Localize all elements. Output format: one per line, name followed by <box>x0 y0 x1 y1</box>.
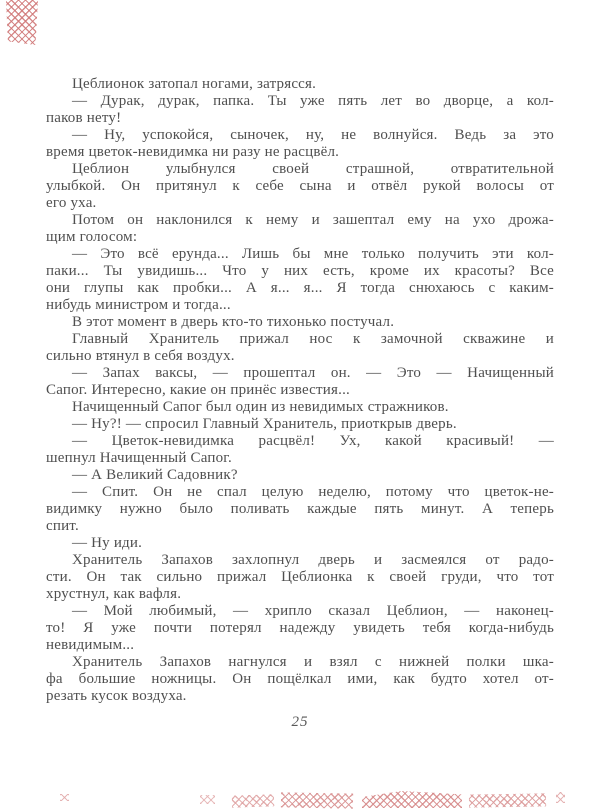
text-line: — Мой любимый, — хрипло сказал Цеблион, — наконец- <box>72 603 554 619</box>
text-line: Цеблионок затопал ногами, затрясся. <box>72 76 317 92</box>
text-line: — Это всё ерунда... Лишь бы мне только получить эти кол- <box>72 246 554 262</box>
text-line: — Спит. Он не спал целую неделю, потому что цветок-не- <box>72 484 554 500</box>
text-line: — Ну, успокойся, сыночек, ну, не волнуйся. Ведь за это <box>72 127 554 143</box>
bottom-edge-pattern-artifact <box>232 794 274 807</box>
bottom-edge-pattern-artifact <box>362 791 462 808</box>
corner-pattern-artifact <box>6 0 38 45</box>
text-line: паки... Ты увидишь... Что у них есть, кроме их красоты? Все <box>46 263 554 279</box>
text-line: фа большие ножницы. Он пощёлкал ими, как будто хотел от- <box>46 671 554 687</box>
text-line: сильно втянул в себя воздух. <box>46 348 235 364</box>
bottom-edge-pattern-artifact <box>281 792 353 808</box>
bottom-edge-pattern-artifact <box>200 795 215 804</box>
text-line: — А Великий Садовник? <box>72 467 238 483</box>
text-line: улыбкой. Он притянул к себе сына и отвёл рукой волосы от <box>46 178 554 194</box>
text-line: Сапог. Интересно, какие он принёс известия... <box>46 382 350 398</box>
text-line: нибудь министром и тогда... <box>46 297 231 313</box>
text-line: они глупы как пробки... А я... я... Я тогда снюхаюсь с каким- <box>46 280 554 296</box>
text-line: шепнул Начищенный Сапог. <box>46 450 232 466</box>
text-line: Хранитель Запахов нагнулся и взял с нижней полки шка- <box>72 654 554 670</box>
text-line: хрустнул, как вафля. <box>46 586 182 602</box>
text-line: паков нету! <box>46 110 122 126</box>
text-line: — Ну иди. <box>72 535 143 551</box>
text-line: Потом он наклонился к нему и зашептал ему на ухо дрожа- <box>72 212 554 228</box>
text-line: спит. <box>46 518 79 534</box>
text-line: его уха. <box>46 195 97 211</box>
text-line: — Ну?! — спросил Главный Хранитель, приоткрыв дверь. <box>72 416 457 432</box>
text-line: В этот момент в дверь кто-то тихонько постучал. <box>72 314 395 330</box>
text-line: — Дурак, дурак, папка. Ты уже пять лет во дворце, а кол- <box>72 93 554 109</box>
text-line: резать кусок воздуха. <box>46 688 187 704</box>
text-line: Цеблион улыбнулся своей страшной, отвратительной <box>72 161 554 177</box>
text-line: Начищенный Сапог был один из невидимых стражников. <box>72 399 449 415</box>
text-line: — Запах ваксы, — прошептал он. — Это — Начищенный <box>72 365 554 381</box>
text-block <box>46 76 554 731</box>
text-line: видимку нужно было поливать каждые пять минут. А теперь <box>46 501 554 517</box>
text-line: Главный Хранитель прижал нос к замочной скважине и <box>72 331 554 347</box>
bottom-edge-pattern-artifact <box>556 792 565 803</box>
text-line: щим голосом: <box>46 229 138 245</box>
text-line: время цветок-невидимка ни разу не расцвёл. <box>46 144 340 160</box>
text-line: — Цветок-невидимка расцвёл! Ух, какой красивый! — <box>72 433 554 449</box>
text-line: невидимым... <box>46 637 135 653</box>
page-number: 25 <box>291 714 309 730</box>
bottom-edge-pattern-artifact <box>60 794 69 801</box>
bottom-edge-pattern-artifact <box>469 793 546 807</box>
text-line: то! Я уже почти потерял надежду увидеть тебя когда-нибудь <box>46 620 554 636</box>
text-line: сти. Он так сильно прижал Цеблионка к своей груди, что тот <box>46 569 554 585</box>
text-line: Хранитель Запахов захлопнул дверь и засмеялся от радо- <box>72 552 554 568</box>
